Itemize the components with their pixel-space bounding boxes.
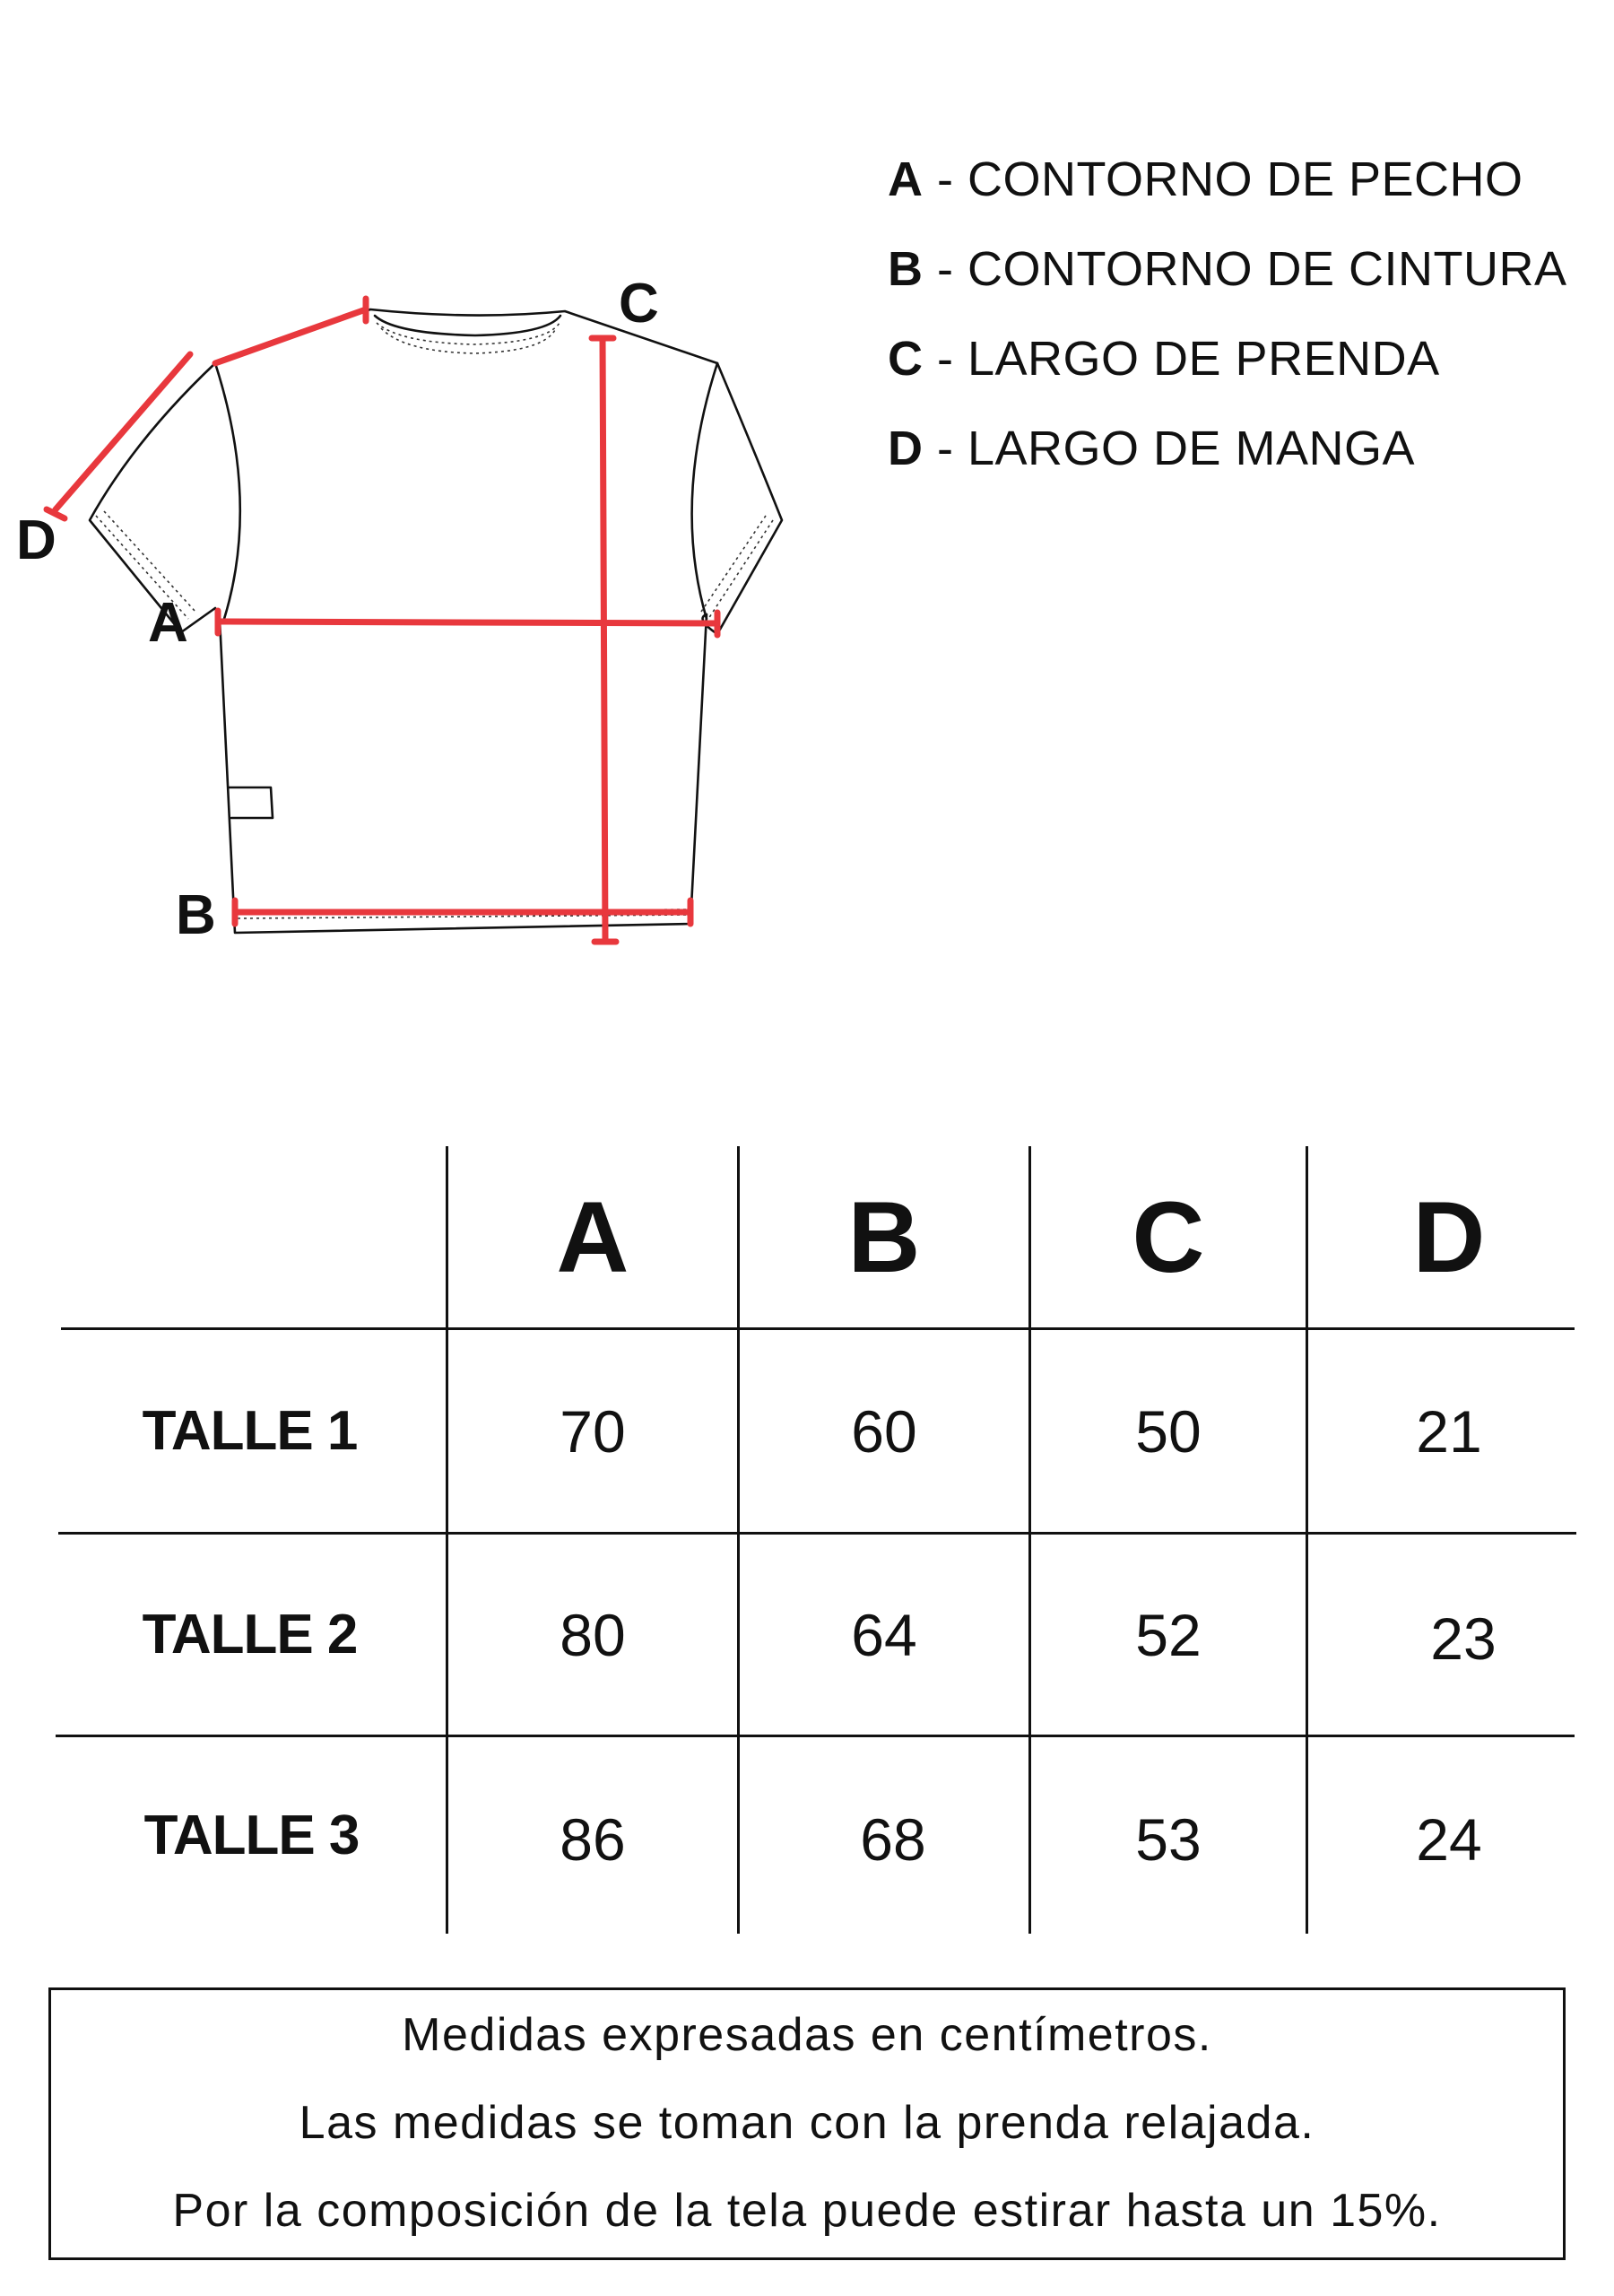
legend-item-b <box>888 238 1567 300</box>
measure-line-c <box>603 338 605 940</box>
diagram-letter-d: D <box>16 509 56 571</box>
note-line: Las medidas se toman con la prenda relajada. <box>299 2097 1315 2149</box>
legend-item-a <box>888 148 1523 211</box>
legend-key: B <box>888 242 924 296</box>
table-cell: 23 <box>1430 1605 1497 1672</box>
diagram-letter-b: B <box>176 884 216 946</box>
legend-label: - LARGO DE MANGA <box>923 422 1416 475</box>
table-cell: 50 <box>1135 1397 1202 1465</box>
note-line: Medidas expresadas en centímetros. <box>402 2009 1212 2061</box>
legend-key: C <box>888 332 924 386</box>
table-cell: 52 <box>1135 1601 1202 1668</box>
note-line: Por la composición de la tela puede estirar hasta un 15%. <box>172 2185 1442 2237</box>
legend-label: - CONTORNO DE CINTURA <box>923 242 1567 296</box>
column-header-c: C <box>1132 1180 1205 1293</box>
column-header-d: D <box>1412 1180 1486 1293</box>
row-header-talle-1: TALLE 1 <box>142 1400 358 1462</box>
table-cell: 70 <box>560 1397 626 1465</box>
diagram-letter-c: C <box>619 273 659 335</box>
table-cell: 53 <box>1135 1805 1202 1873</box>
column-header-a: A <box>556 1180 629 1293</box>
diagram-letter-a: A <box>148 592 188 654</box>
table-cell: 64 <box>851 1601 917 1668</box>
table-cell: 60 <box>851 1397 917 1465</box>
legend-label: - LARGO DE PRENDA <box>923 332 1440 386</box>
notes-box <box>48 1987 1566 2260</box>
column-header-b: B <box>847 1180 921 1293</box>
legend-key: A <box>888 152 924 206</box>
table-cell: 21 <box>1416 1397 1482 1465</box>
measure-line-d-sleeve <box>56 354 190 509</box>
table-cell: 24 <box>1416 1805 1482 1873</box>
legend-label: - CONTORNO DE PECHO <box>923 152 1523 206</box>
table-cell: 86 <box>560 1805 626 1873</box>
legend-key: D <box>888 422 924 475</box>
legend-item-c <box>888 327 1440 390</box>
row-header-talle-3: TALLE 3 <box>143 1805 360 1866</box>
table-cell: 80 <box>560 1601 626 1668</box>
row-header-talle-2: TALLE 2 <box>142 1604 358 1665</box>
table-cell: 68 <box>860 1805 926 1873</box>
legend-item-d <box>888 417 1415 480</box>
measure-line-d-shoulder <box>215 309 366 363</box>
measure-line-a <box>218 622 717 623</box>
tshirt-diagram <box>0 251 879 987</box>
